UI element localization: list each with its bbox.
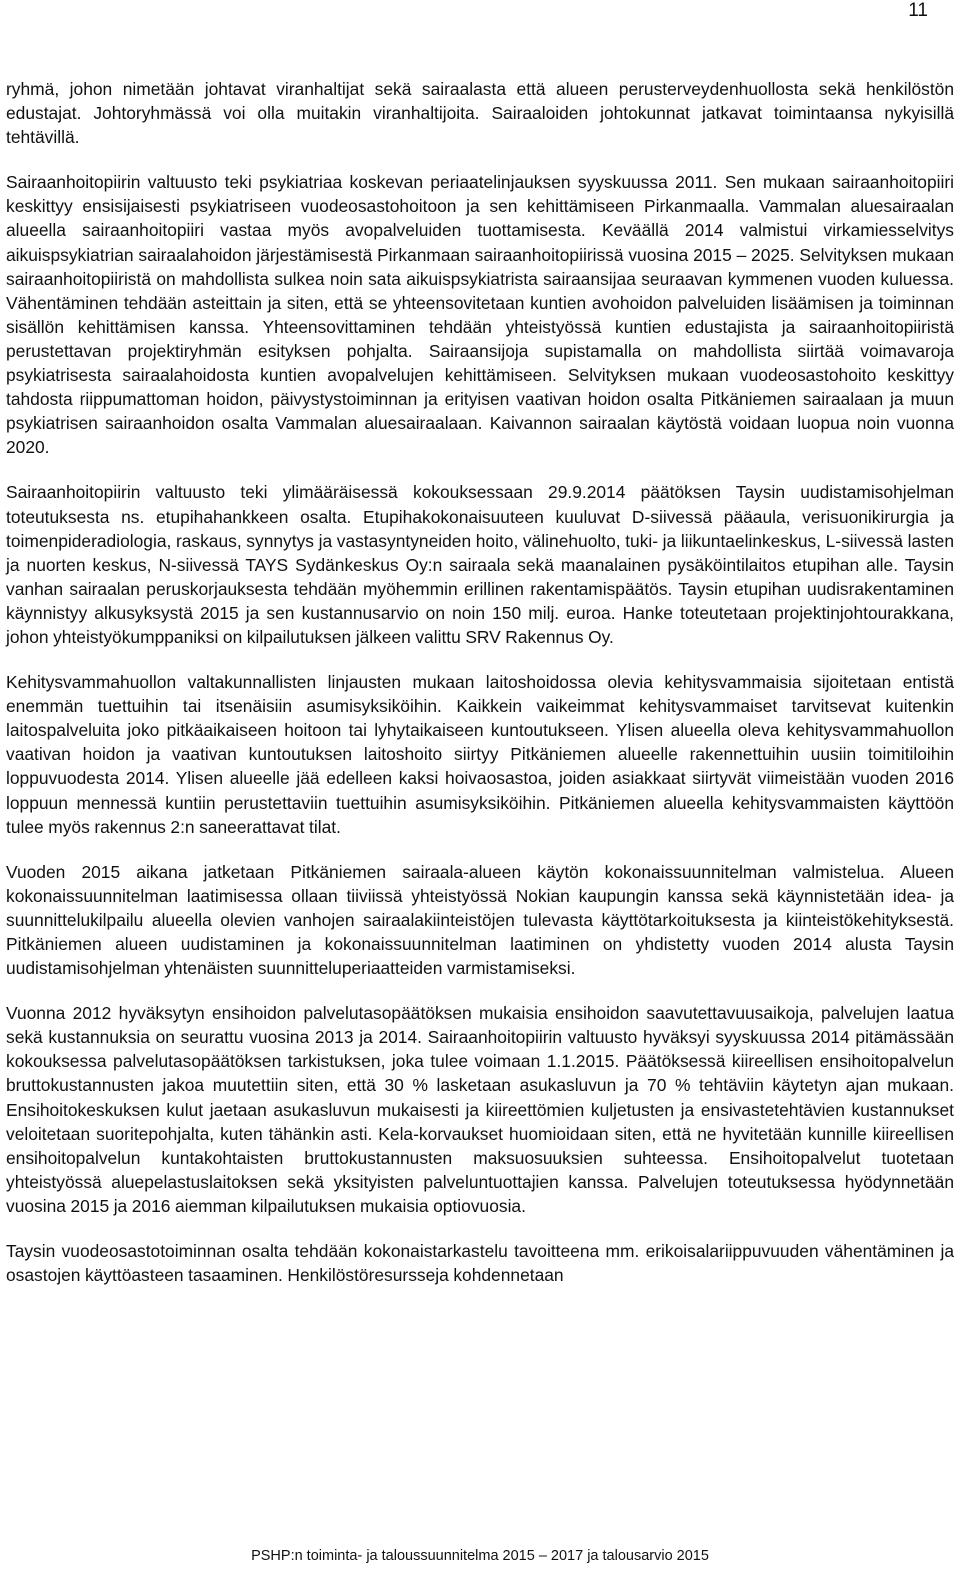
paragraph-steering-group: ryhmä, johon nimetään johtavat viranhaltijat sekä sairaalasta että alueen perusterveydenhuollosta sekä henkilöstön edustajat. Johtoryhmässä voi olla muitakin viranhaltijoita. Sairaaloiden johtokunnat jatkavat toimintaansa nykyisillä tehtävillä. (6, 79, 954, 148)
page-number: 11 (908, 0, 928, 21)
paragraph-emergency-care: Vuonna 2012 hyväksytyn ensihoidon palvelutasopäätöksen mukaisia ensihoidon saavutettavuusaikoja, palvelujen laatua sekä kustannuksia on seurattu vuosina 2013 ja 2014. Sairaanhoitopiirin valtuusto hyväksyi syyskuussa 2014 pitämässään kokouksessa palvelutasopäätöksen tarkistuksen, joka tulee voimaan 1.1.2015. Päätöksessä kiireellisen ensihoitopalvelun bruttokustannusten jakoa muutettiin siten, että 30 % lasketaan asukasluvun ja 70 % tehtäviin käytetyn ajan mukaan. Ensihoitokeskuksen kulut jaetaan asukasluvun mukaisesti ja kiireettömien kuljetusten ja ensivastetehtävien kustannukset veloitetaan suoritepohjalta, kuten tähänkin asti. Kela-korvaukset huomioidaan siten, että ne hyvitetään kunnille kiireellisen ensihoitopalvelun kuntakohtaisten bruttokustannusten maksuosuuksien suhteessa. Ensihoitopalvelut tuotetaan yhteistyössä aluepelastuslaitoksen sekä yksityisten palveluntuottajien kanssa. Palvelujen toteutuksessa hyödynnetään vuosina 2015 ja 2016 aiemman kilpailutuksen mukaisia optiovuosia. (6, 1003, 954, 1216)
page-footer (0, 1547, 960, 1565)
paragraph-psychiatry: Sairaanhoitopiirin valtuusto teki psykiatriaa koskevan periaatelinjauksen syyskuussa 2011. Sen mukaan sairaanhoitopiiri keskittyy ensisijaisesti psykiatriseen vuodeosastohoitoon ja sen kehittämiseen Pirkanmaalla. Vammalan aluesairaalan alueella sairaanhoitopiiri vastaa myös avopalveluiden tuottamisesta. Keväällä 2014 valmistui virkamiesselvitys aikuispsykiatrian sairaalahoidon järjestämisestä Pirkanmaan sairaanhoitopiirissä vuosina 2015 – 2025. Selvityksen mukaan sairaanhoitopiiristä on mahdollista sulkea noin sata aikuispsykiatrista sairaansijaa seuraavan kymmenen vuoden kuluessa. Vähentäminen tehdään asteittain ja siten, että se yhteensovitetaan kuntien avohoidon palveluiden lisäämisen ja toiminnan sisällön kehittämisen kanssa. Yhteensovittaminen tehdään yhteistyössä kuntien edustajista ja sairaanhoitopiiristä perustettavan projektiryhmän esityksen pohjalta. Sairaansijoja supistamalla on mahdollista siirtää voimavaroja psykiatrisesta sairaalahoidosta kuntien avopalvelujen kehittämiseen. Selvityksen mukaan vuodeosastohoito keskittyy tahdosta riippumattoman hoidon, päivystystoiminnan ja erityisen vaativan hoidon osalta Pitkäniemen sairaalaan ja muun psykiatrisen sairaanhoidon osalta Vammalan aluesairaalaan. Kaivannon sairaalan käytöstä voidaan luopua noin vuonna 2020. (6, 172, 954, 458)
paragraph-etupiha-project: Sairaanhoitopiirin valtuusto teki ylimääräisessä kokouksessaan 29.9.2014 päätöksen Taysin uudistamisohjelman toteutuksesta ns. etupihahankkeen osalta. Etupihakokonaisuuteen kuuluvat D-siivessä pääaula, verisuonikirurgia ja toimenpideradiologia, raskaus, synnytys ja vastasyntyneiden hoito, välinehuolto, tuki- ja liikuntaelinkeskus, L-siivessä lasten ja nuorten keskus, N-siivessä TAYS Sydänkeskus Oy:n sairaala sekä maanalainen pysäköintilaitos etupihan alle. Taysin vanhan sairaalan peruskorjauksesta tehdään myöhemmin erillinen rakentamispäätös. Taysin etupihan uudisrakentaminen käynnistyy alkusyksystä 2015 ja sen kustannusarvio on noin 150 milj. euroa. Hanke toteutetaan projektinjohtourakkana, johon yhteistyökumppaniksi on kilpailutuksen jälkeen valittu SRV Rakennus Oy. (6, 482, 954, 647)
footer-text: PSHP:n toiminta- ja taloussuunnitelma 2015 – 2017 ja talousarvio 2015 (251, 1548, 709, 1564)
paragraph-disability-care: Kehitysvammahuollon valtakunnallisten linjausten mukaan laitoshoidossa olevia kehitysvammaisia sijoitetaan entistä enemmän tuettuihin tai itsenäisiin asumisyksiköihin. Kaikkein vaikeimmat kehitysvammaiset tarvitsevat kuitenkin laitospalveluita joko pitkäaikaiseen hoitoon tai lyhytaikaiseen kuntoutukseen. Ylisen alueella oleva kehitysvammahuollon vaativan hoidon ja vaativan kuntoutuksen laitoshoito siirtyy Pitkäniemen alueelle rakennettuihin uusiin toimitiloihin loppuvuodesta 2014. Ylisen alueelle jää edelleen kaksi hoivaosastoa, joiden asiakkaat siirtyvät viimeistään vuoden 2016 loppuun mennessä kuntiin perustettaviin tuettuihin asumisyksiköihin. Pitkäniemen alueella kehitysvammaisten käyttöön tulee myös rakennus 2:n saneerattavat tilat. (6, 672, 954, 837)
paragraph-pitkaniemi-plan: Vuoden 2015 aikana jatketaan Pitkäniemen sairaala-alueen käytön kokonaissuunnitelman valmistelua. Alueen kokonaissuunnitelman laatimisessa ollaan tiiviissä yhteistyössä Nokian kaupungin kanssa sekä käynnistetään idea- ja suunnittelukilpailu alueella olevien vanhojen sairaalakiinteistöjen tulevasta käyttötarkoituksesta ja kiinteistökehityksestä. Pitkäniemen alueen uudistaminen ja kokonaissuunnitelman laatiminen on yhdistetty vuoden 2014 alusta Taysin uudistamisohjelman yhtenäisten suunnitteluperiaatteiden varmistamiseksi. (6, 861, 954, 979)
paragraph-ward-operations: Taysin vuodeosastotoiminnan osalta tehdään kokonaistarkastelu tavoitteena mm. erikoisalariippuvuuden vähentäminen ja osastojen käyttöasteen tasaaminen. Henkilöstöresursseja kohdennetaan (6, 1241, 954, 1286)
document-body (6, 77, 954, 1308)
